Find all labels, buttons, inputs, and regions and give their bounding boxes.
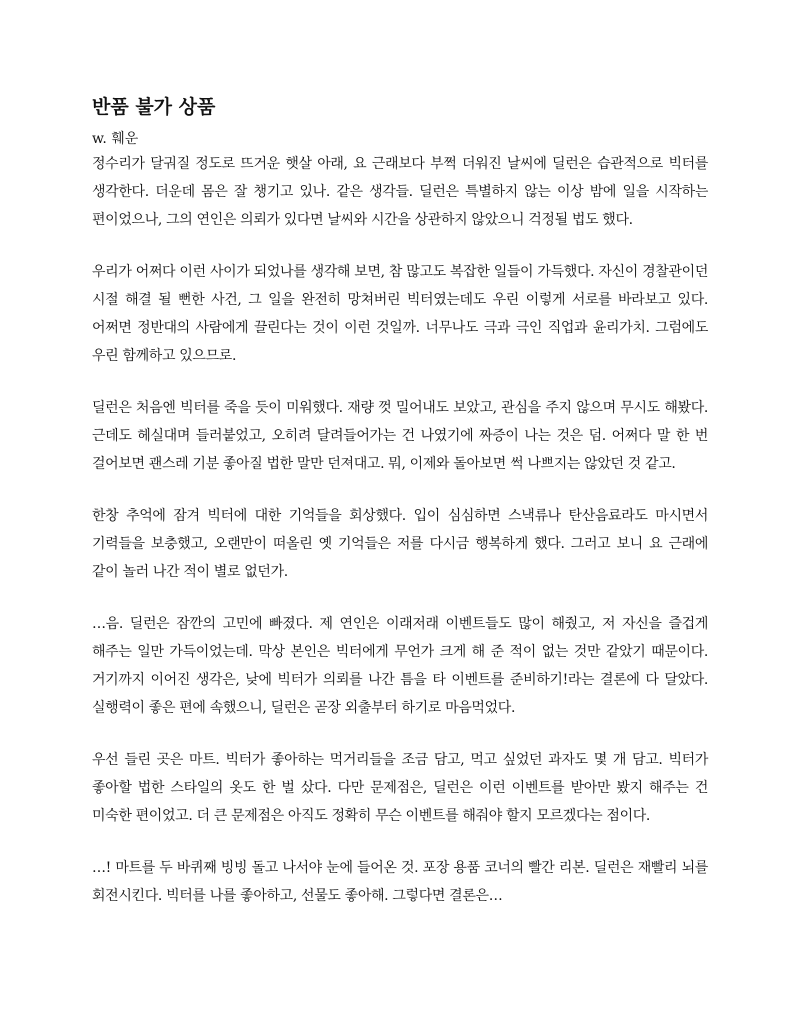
- document-title: 반품 불가 상품: [92, 96, 216, 118]
- document-page: [92, 94, 708, 910]
- document-body: [92, 150, 708, 910]
- paragraph: 한창 추억에 잠겨 빅터에 대한 기억들을 회상했다. 입이 심심하면 스낵류나 탄산음료라도 마시면서 기력들을 보충했고, 오랜만이 떠올린 옛 기억들은 저를 다시금 행복하게 했다. 그러고 보니 요 근래에 같이 놀러 나간 적이 별로 없던가.: [92, 508, 708, 580]
- paragraph: 우선 들린 곳은 마트. 빅터가 좋아하는 먹거리들을 조금 담고, 먹고 싶었던 과자도 몇 개 담고. 빅터가 좋아할 법한 스타일의 옷도 한 벌 샀다. 다만 문제점은, 딜런은 이런 이벤트를 받아만 봤지 해주는 건 미숙한 편이었고. 더 큰 문제점은 아직도 정확히 무슨 이벤트를 해줘야 할지 모르겠다는 점이다.: [92, 752, 708, 824]
- paragraph: …! 마트를 두 바퀴째 빙빙 돌고 나서야 눈에 들어온 것. 포장 용품 코너의 빨간 리본. 딜런은 재빨리 뇌를 회전시킨다. 빅터를 나를 좋아하고, 선물도 좋아해. 그렇다면 결론은…: [92, 860, 708, 904]
- paragraph: 정수리가 달궈질 정도로 뜨거운 햇살 아래, 요 근래보다 부쩍 더워진 날씨에 딜런은 습관적으로 빅터를 생각한다. 더운데 몸은 잘 챙기고 있나. 같은 생각들. 딜런은 특별하지 않는 이상 밤에 일을 시작하는 편이었으나, 그의 연인은 의뢰가 있다면 날씨와 시간을 상관하지 않았으니 걱정될 법도 했다.: [92, 156, 708, 228]
- paragraph: …음. 딜런은 잠깐의 고민에 빠졌다. 제 연인은 이래저래 이벤트들도 많이 해줬고, 저 자신을 즐겁게 해주는 일만 가득이었는데. 막상 본인은 빅터에게 무언가 크게 해 준 적이 없는 것만 같았기 때문이다. 거기까지 이어진 생각은, 낮에 빅터가 의뢰를 나간 틈을 타 이벤트를 준비하기!라는 결론에 다 달았다. 실행력이 좋은 편에 속했으니, 딜런은 곧장 외출부터 하기로 마음먹었다.: [92, 616, 708, 716]
- author-line: w. 훼운: [92, 131, 139, 147]
- paragraph: 우리가 어쩌다 이런 사이가 되었나를 생각해 보면, 참 많고도 복잡한 일들이 가득했다. 자신이 경찰관이던 시절 해결 될 뻔한 사건, 그 일을 완전히 망쳐버린 빅터였는데도 우린 이렇게 서로를 바라보고 있다. 어쩌면 정반대의 사람에게 끌린다는 것이 이런 것일까. 너무나도 극과 극인 직업과 윤리가치. 그럼에도 우린 함께하고 있으므로.: [92, 264, 708, 364]
- paragraph: 딜런은 처음엔 빅터를 죽을 듯이 미워했다. 재량 껏 밀어내도 보았고, 관심을 주지 않으며 무시도 해봤다. 근데도 헤실대며 들러붙었고, 오히려 달려들어가는 건 나였기에 짜증이 나는 것은 덤. 어쩌다 말 한 번 걸어보면 괜스레 기분 좋아질 법한 말만 던져대고. 뭐, 이제와 돌아보면 썩 나쁘지는 않았던 것 같고.: [92, 400, 708, 472]
